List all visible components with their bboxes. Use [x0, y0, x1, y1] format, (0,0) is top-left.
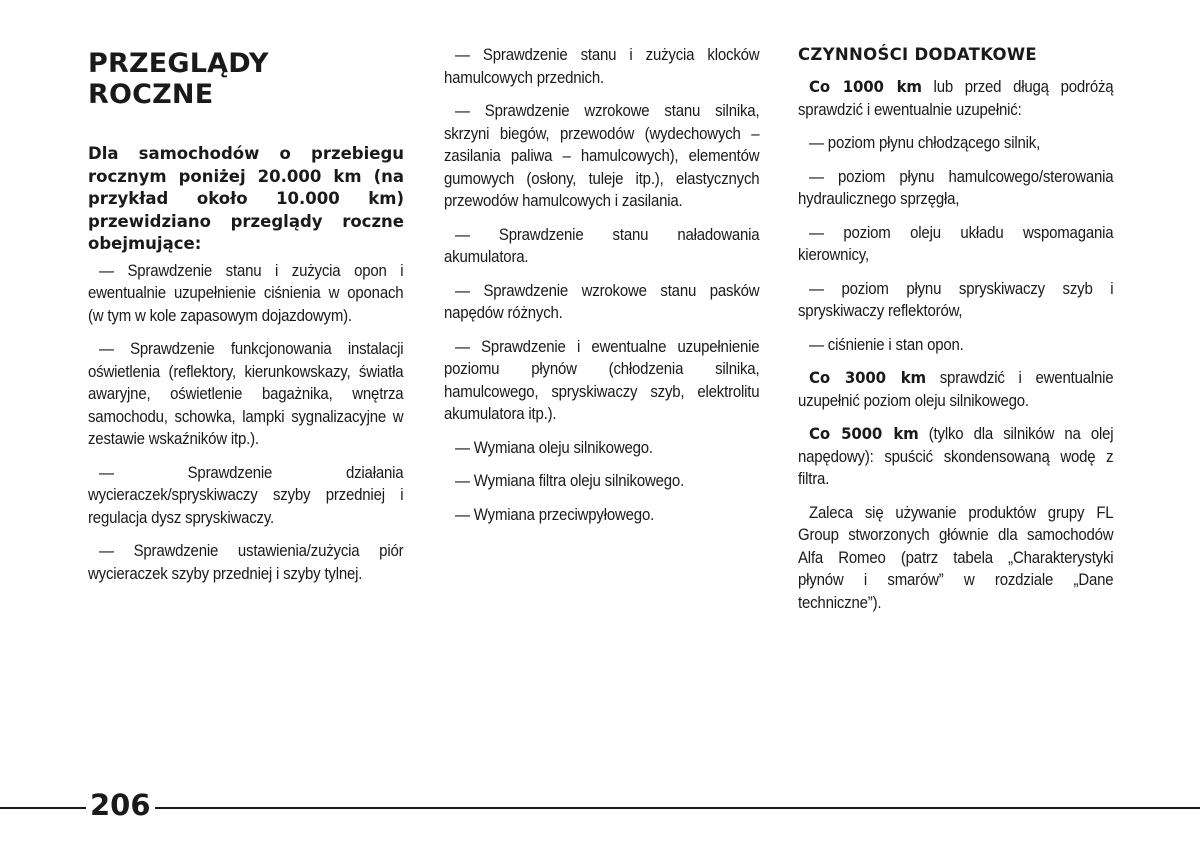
page-number: 206 — [86, 787, 155, 823]
column-middle — [444, 44, 760, 537]
section-title: CZYNNOŚCI DODATKOWE — [798, 45, 1037, 64]
list-item: — poziom płynu hamulcowego/sterowania hydraulicznego sprzęgła, — [798, 167, 1114, 208]
list-item: — Sprawdzenie i ewentualne uzupełnienie poziomu płynów (chłodzenia silnika, hamulcowego, spryskiwaczy szyb, elektrolitu akumulatora itp.). — [444, 337, 760, 423]
page-title — [88, 48, 404, 110]
page-title-line-1: PRZEGLĄDY — [88, 48, 269, 79]
list-item: — Sprawdzenie działania wycieraczek/spryskiwaczy szyby przedniej i regulacja dysz spryskiwaczy. — [88, 463, 404, 527]
page-footer — [0, 781, 1200, 821]
interval-label: Co 1000 km — [809, 77, 922, 96]
interval-label: Co 5000 km — [809, 424, 919, 443]
list-item: — ciśnienie i stan opon. — [809, 335, 964, 354]
column-right — [798, 44, 1114, 625]
interval-label: Co 3000 km — [809, 368, 926, 387]
lead-paragraph: Dla samochodów o przebiegu rocznym poniżej 20.000 km (na przykład około 10.000 km) przewidziano przeglądy roczne obejmujące: — [88, 144, 404, 253]
interval-3000km — [798, 367, 1113, 412]
recommendation-paragraph: Zaleca się używanie produktów grupy FL Group stworzonych głównie dla samochodów Alfa Romeo (patrz tabela „Charakterystyki płynów i smarów” w rozdziale „Dane techniczne”). — [798, 503, 1114, 612]
list-item: — Wymiana filtra oleju silnikowego. — [455, 472, 685, 490]
interval-text: sprawdzić i ewentualnie uzupełnić poziom oleju silnikowego. — [798, 369, 1114, 410]
footer-rule — [0, 807, 1200, 809]
list-item: — poziom płynu spryskiwaczy szyb i spryskiwaczy reflektorów, — [798, 279, 1114, 320]
interval-text: lub przed długą podróżą sprawdzić i ewentualnie uzupełnić: — [798, 78, 1114, 119]
list-item: — Sprawdzenie wzrokowe stanu pasków napędów różnych. — [444, 281, 760, 322]
list-item: — poziom oleju układu wspomagania kierownicy, — [798, 223, 1114, 264]
list-item: — Wymiana oleju silnikowego. — [455, 438, 653, 457]
interval-text: (tylko dla silników na olej napędowy): spuścić skondensowaną wodę z filtra. — [798, 425, 1114, 488]
list-item: — Sprawdzenie ustawienia/zużycia piór wycieraczek szyby przedniej i szyby tylnej. — [88, 542, 404, 583]
list-item: — poziom płynu chłodzącego silnik, — [809, 134, 1041, 152]
list-item: — Sprawdzenie stanu i zużycia klocków hamulcowych przednich. — [444, 46, 760, 87]
list-item: — Sprawdzenie stanu naładowania akumulatora. — [444, 225, 760, 266]
list-item: — Sprawdzenie stanu i zużycia opon i ewentualnie uzupełnienie ciśnienia w oponach (w tym w kole zapasowym dojazdowym). — [88, 261, 404, 325]
list-item: — Sprawdzenie wzrokowe stanu silnika, skrzyni biegów, przewodów (wydechowych – zasilania paliwa – hamulcowych), elementów gumowych (osłony, tuleje itp.), elastycznych przewodów hamulcowych i zasilania. — [444, 102, 760, 210]
list-item: — Wymiana przeciwpyłowego. — [455, 505, 655, 524]
list-item: — Sprawdzenie funkcjonowania instalacji oświetlenia (reflektory, kierunkowskazy, światła awaryjne, oświetlenie bagażnika, wnętrza samochodu, schowka, lampki sygnalizacyjne w zestawie wskaźników itp.). — [88, 340, 404, 448]
column-left — [88, 44, 404, 596]
interval-1000km — [798, 76, 1113, 121]
interval-5000km — [798, 423, 1113, 491]
page-title-line-2: ROCZNE — [88, 79, 214, 110]
